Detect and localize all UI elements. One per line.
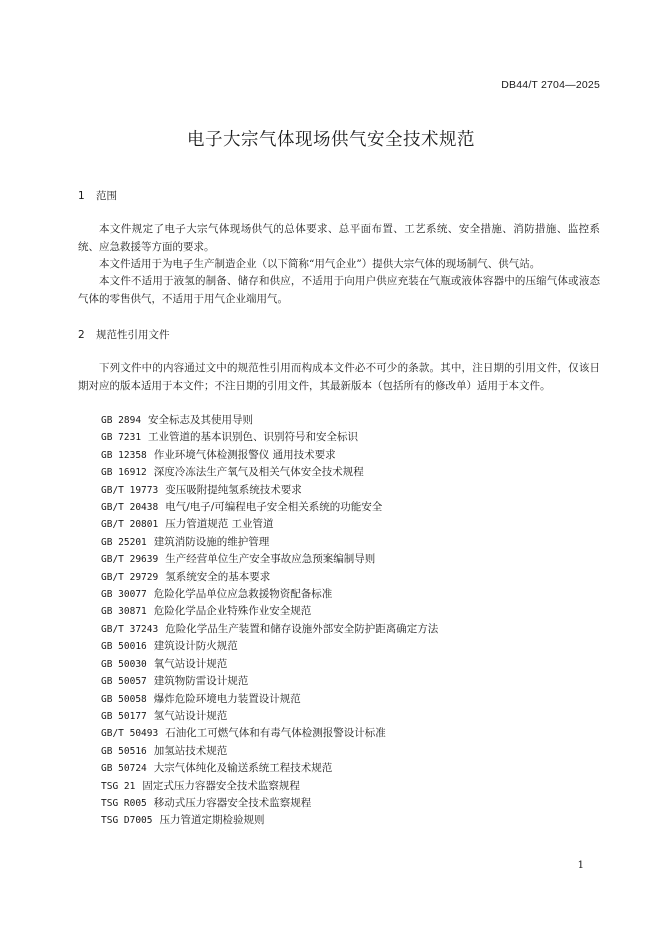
reference-code: GB/T 20801 [101,519,159,531]
reference-item [101,795,438,812]
reference-item [101,447,438,464]
reference-item [101,499,438,516]
reference-list [101,412,438,830]
section-2-paragraph-1: 下列文件中的内容通过文中的规范性引用而构成本文件必不可少的条款。其中，注日期的引用文件，仅该日期对应的版本适用于本文件；不注日期的引用文件，其最新版本（包括所有的修改单）适用于本文件。 [78,362,600,392]
reference-title: 电气/电子/可编程电子安全相关系统的功能安全 [165,501,383,514]
reference-code: GB 50030 [101,658,147,670]
reference-code: TSG 21 [101,780,136,792]
section-1-paragraph-1: 本文件规定了电子大宗气体现场供气的总体要求、总平面布置、工艺系统、安全措施、消防措施、监控系统、应急救援等方面的要求。 [78,223,600,253]
reference-title: 作业环境气体检测报警仪 通用技术要求 [153,448,336,461]
reference-title: 压力管道定期检验规则 [159,814,265,827]
reference-item [101,725,438,742]
section-2-heading [78,327,170,342]
reference-title: 深度冷冻法生产氧气及相关气体安全技术规程 [153,466,364,479]
reference-code: GB/T 29729 [101,571,159,583]
reference-title: 压力管道规范 工业管道 [165,518,274,531]
reference-code: GB 50016 [101,641,147,653]
reference-title: 氢气站设计规范 [153,709,228,722]
reference-item [101,638,438,655]
reference-title: 大宗气体纯化及输送系统工程技术规范 [153,762,333,775]
reference-title: 石油化工可燃气体和有毒气体检测报警设计标准 [165,727,386,740]
section-2-title: 规范性引用文件 [96,329,170,341]
reference-title: 固定式压力容器安全技术监察规程 [142,779,300,792]
reference-code: GB 7231 [101,432,142,444]
reference-code: GB 2894 [101,415,142,426]
reference-code: GB 30077 [101,589,147,601]
reference-code: GB 12358 [101,449,147,461]
section-1-paragraph-2: 本文件适用于为电子生产制造企业（以下简称“用气企业”）提供大宗气体的现场制气、供气站。 [99,258,541,270]
reference-item [101,760,438,777]
reference-item [101,586,438,603]
reference-title: 危险化学品单位应急救援物资配备标准 [153,588,333,601]
reference-item [101,743,438,760]
reference-item [101,551,438,568]
reference-item [101,673,438,690]
reference-code: GB/T 50493 [101,728,159,740]
reference-item [101,691,438,708]
reference-title: 氢系统安全的基本要求 [165,570,271,583]
section-1-number: 1 [78,190,85,202]
reference-code: GB/T 19773 [101,484,159,496]
reference-title: 工业管道的基本识别色、识别符号和安全标识 [148,431,359,444]
reference-title: 建筑物防雷设计规范 [153,675,249,688]
reference-code: GB/T 20438 [101,502,159,514]
reference-title: 危险化学品生产装置和储存设施外部安全防护距离确定方法 [165,622,439,635]
reference-title: 安全标志及其使用导则 [148,414,254,426]
section-1-heading [78,188,117,203]
reference-title: 生产经营单位生产安全事故应急预案编制导则 [165,553,376,566]
reference-item [101,534,438,551]
reference-title: 爆炸危险环境电力装置设计规范 [153,692,301,705]
reference-title: 加氢站技术规范 [153,744,228,757]
reference-item [101,656,438,673]
reference-item [101,778,438,795]
reference-item [101,464,438,481]
reference-title: 移动式压力容器安全技术监察规程 [153,796,312,809]
section-1-paragraph-3: 本文件不适用于液氢的制备、储存和供应，不适用于向用户供应充装在气瓶或液体容器中的压缩气体或液态气体的零售供气，不适用于用气企业端用气。 [78,275,600,305]
section-2-number: 2 [78,329,85,341]
reference-code: GB 50177 [101,710,147,722]
reference-code: GB 30871 [101,606,147,618]
document-code: DB44/T 2704—2025 [501,79,600,91]
reference-item [101,708,438,725]
reference-title: 建筑设计防火规范 [153,640,238,653]
reference-item [101,812,438,829]
reference-item [101,429,438,446]
reference-code: GB 50058 [101,693,147,705]
reference-title: 危险化学品企业特殊作业安全规范 [153,605,312,618]
page-number: 1 [577,860,584,871]
reference-item [101,621,438,638]
reference-item [101,569,438,586]
reference-code: GB 50724 [101,763,147,775]
reference-item [101,482,438,499]
reference-code: TSG R005 [101,797,147,809]
reference-title: 变压吸附提纯氢系统技术要求 [165,483,302,496]
reference-item [101,516,438,533]
reference-code: GB/T 29639 [101,554,159,566]
reference-code: GB 25201 [101,536,147,548]
reference-title: 氧气站设计规范 [153,657,228,670]
reference-code: GB 50516 [101,745,147,757]
reference-item [101,412,438,429]
reference-code: GB 50057 [101,676,147,688]
reference-code: GB/T 37243 [101,623,159,635]
section-1-title: 范围 [96,190,117,202]
document-title: 电子大宗气体现场供气安全技术规范 [187,130,475,150]
reference-title: 建筑消防设施的维护管理 [153,535,270,548]
reference-code: GB 16912 [101,467,147,479]
reference-code: TSG D7005 [101,815,153,827]
reference-item [101,603,438,620]
